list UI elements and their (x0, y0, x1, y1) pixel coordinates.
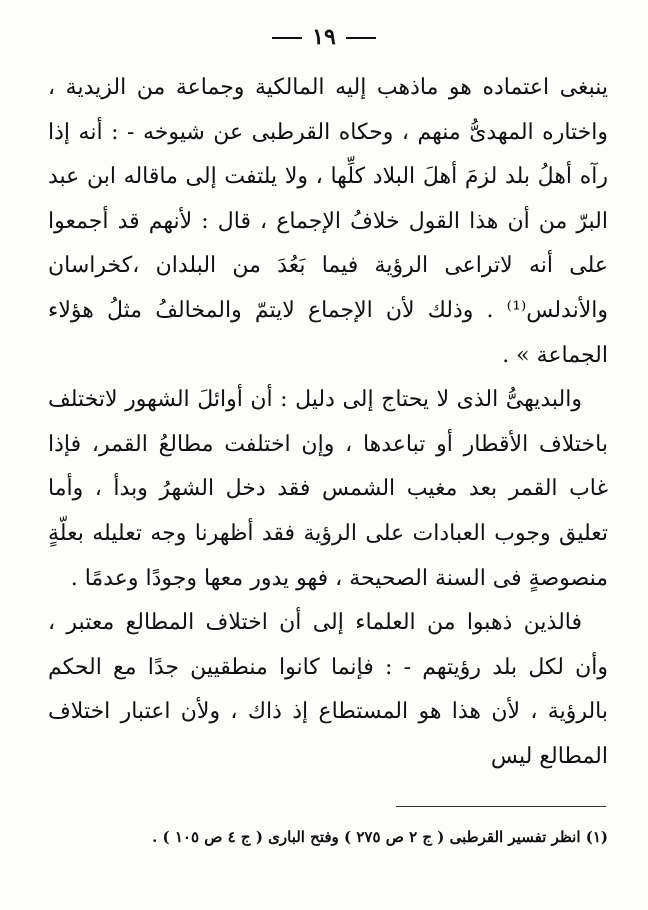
paragraph-3: فالذين ذهبوا من العلماء إلى أن اختلاف المطالع معتبر ، وأن لكل بلد رؤيتهم - : فإنما كانوا منطقيين جدًا مع الحكم بالرؤية ، لأن هذا هو المستطاع إذ ذاك ، ولأن اعتبار اختلاف المطالع ليس (48, 610, 608, 769)
header-dash-right (346, 37, 376, 39)
footnote: (١) انظر تفسير القرطبى ( ج ٢ ص ٢٧٥ ) وفتح البارى ( ج ٤ ص ١٠٥ ) . (152, 828, 608, 846)
body-text (48, 66, 608, 780)
paragraph-1: ينبغى اعتماده هو ماذهب إليه المالكية وجماعة من الزيدية ، واختاره المهدىُّ منهم ، وحكاه القرطبى عن شيوخه - : أنه إذا رآه أهلُ بلد لزمَ أهلَ البلاد كلِّها ، ولا يلتفت إلى ماقاله ابن عبد البرّ من أن هذا القول خلافُ الإجماع ، قال : لأنهم قد أجمعوا على أنه لاتراعى الرؤية فيما بَعُدَ من البلدان ،كخراسان والأندلس⁽¹⁾ . وذلك لأن الإجماع لايتمّ والمخالفُ مثلُ هؤلاء الجماعة » . (48, 75, 608, 368)
page-number: ١٩ (312, 24, 336, 50)
footnote-divider (396, 806, 606, 807)
header-dash-left (272, 37, 302, 39)
page-number-header (0, 24, 648, 50)
paragraph-2: والبديهىُّ الذى لا يحتاج إلى دليل : أن أوائلَ الشهور لاتختلف باختلاف الأقطار أو تباعدها ، وإن اختلفت مطالعُ القمر، فإذا غاب القمر بعد مغيب الشمس فقد دخل الشهرُ وبدأ ، وأما تعليق وجوب العبادات على الرؤية فقد أظهرنا وجه تعليله بعلّةٍ منصوصةٍ فى السنة الصحيحة ، فهو يدور معها وجودًا وعدمًا . (48, 387, 608, 591)
